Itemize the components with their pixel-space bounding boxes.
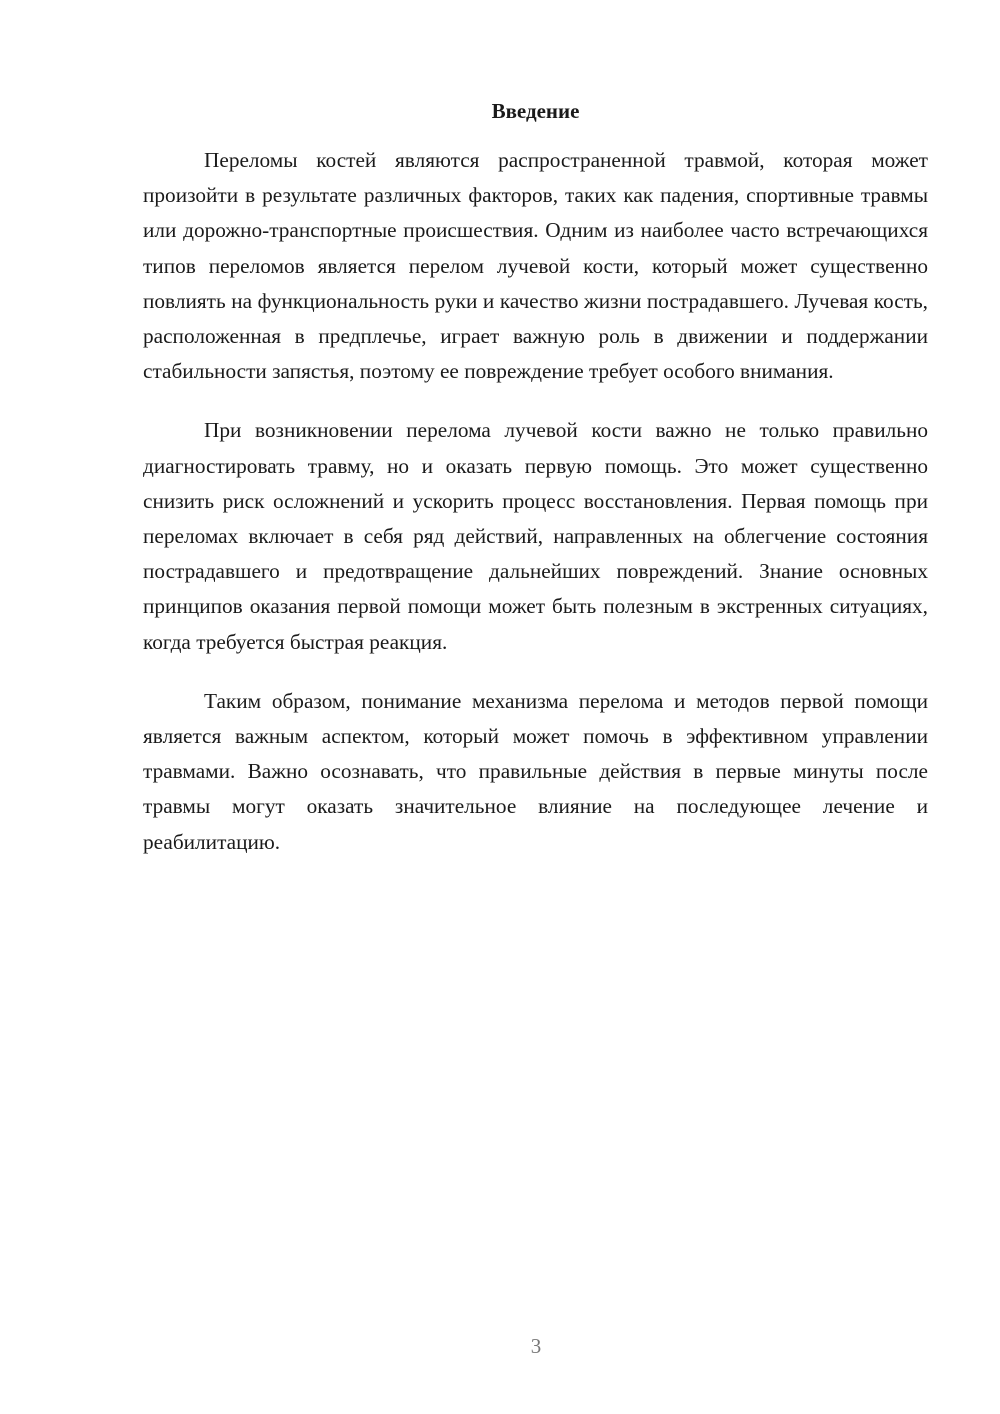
section-title: Введение	[491, 99, 580, 123]
paragraph-2: При возникновении перелома лучевой кости важно не только правильно диагностировать травму, но и оказать первую помощь. Это может существенно снизить риск осложнений и ускорить процесс восстановления. Первая помощь при переломах включает в себя ряд действий, направленных на облегчение состояния пострадавшего и предотвращение дальнейших повреждений. Знание основных принципов оказания первой помощи может быть полезным в экстренных ситуациях, когда требуется быстрая реакция.	[143, 418, 928, 654]
page-number: 3	[530, 1334, 542, 1358]
body-text	[143, 143, 928, 884]
paragraph-1: Переломы костей являются распространенной травмой, которая может произойти в результате различных факторов, таких как падения, спортивные травмы или дорожно-транспортные происшествия. Одним из наиболее часто встречающихся типов переломов является перелом лучевой кости, который может существенно повлиять на функциональность руки и качество жизни пострадавшего. Лучевая кость, расположенная в предплечье, играет важную роль в движении и поддержании стабильности запястья, поэтому ее повреждение требует особого внимания.	[143, 148, 928, 384]
paragraph-3: Таким образом, понимание механизма перелома и методов первой помощи является важным аспектом, который может помочь в эффективном управлении травмами. Важно осознавать, что правильные действия в первые минуты после травмы могут оказать значительное влияние на последующее лечение и реабилитацию.	[143, 688, 928, 854]
